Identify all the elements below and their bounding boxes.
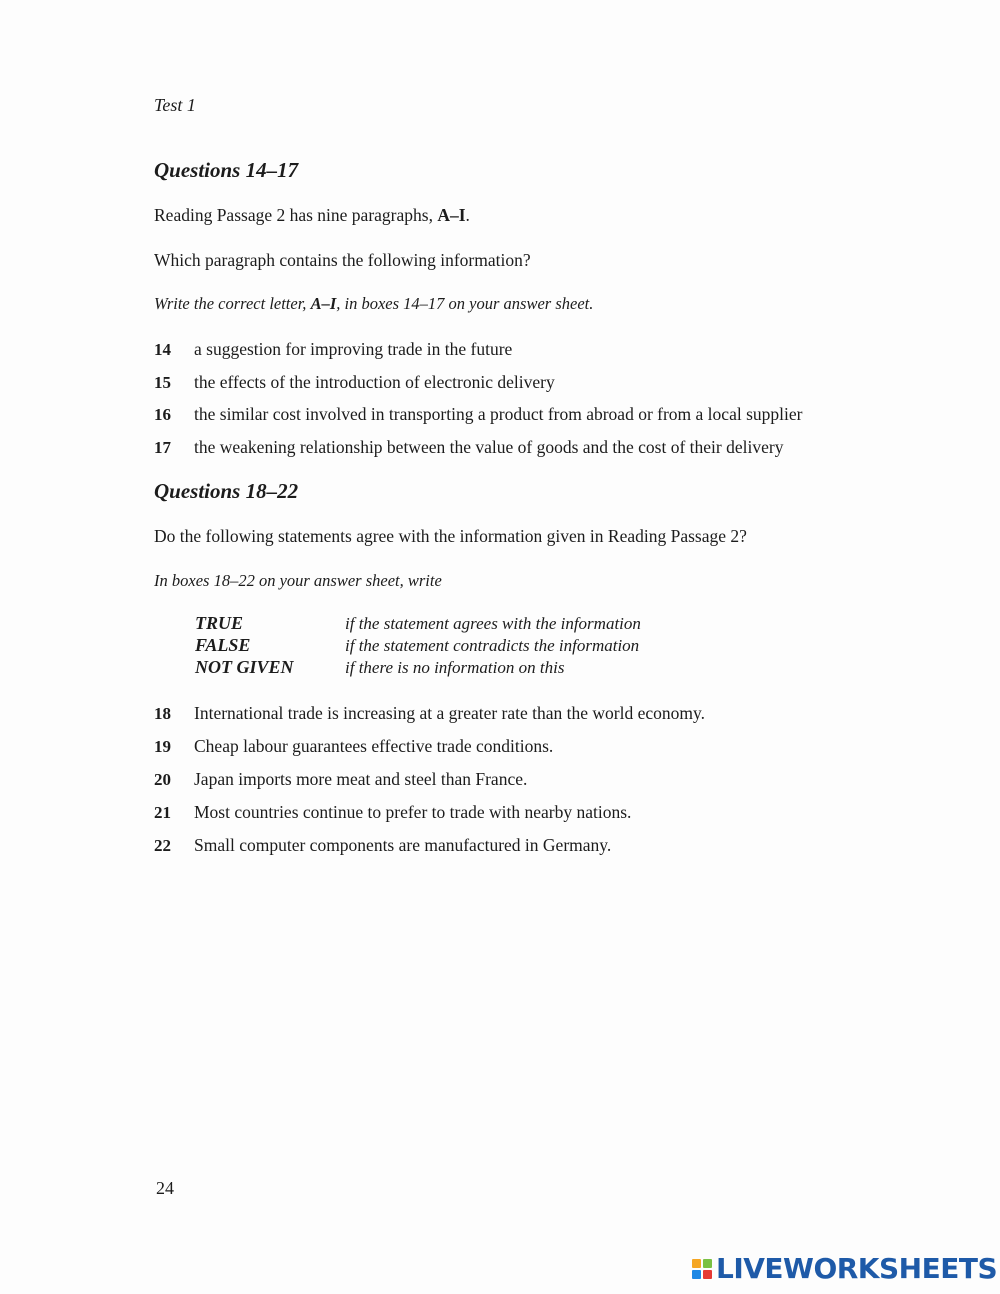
answer-key-definition: if the statement contradicts the information [345, 636, 640, 655]
answer-key-row [195, 657, 641, 679]
answer-key-row [195, 635, 641, 657]
question-number: 21 [154, 803, 171, 822]
question-number: 19 [154, 737, 171, 756]
question-text: Small computer components are manufactured in Germany. [194, 835, 612, 855]
question-text: Cheap labour guarantees effective trade conditions. [194, 736, 554, 756]
question-item [154, 769, 527, 790]
answer-key-term: TRUE [195, 613, 244, 633]
question-text: a suggestion for improving trade in the future [194, 339, 513, 359]
question-item [154, 372, 555, 393]
question-text: the effects of the introduction of electronic delivery [194, 372, 555, 392]
question-text: Japan imports more meat and steel than France. [194, 769, 528, 789]
running-head: Test 1 [154, 95, 196, 115]
answer-key-definition: if there is no information on this [345, 658, 565, 677]
page-number: 24 [156, 1178, 174, 1198]
logo-text: LIVEWORKSHEETS [716, 1252, 998, 1285]
question-number: 15 [154, 373, 171, 392]
answer-key [195, 613, 641, 679]
section2-instruction: In boxes 18–22 on your answer sheet, write [154, 571, 442, 590]
question-item [154, 736, 553, 757]
question-item [154, 339, 512, 360]
question-text: International trade is increasing at a greater rate than the world economy. [194, 703, 706, 723]
question-number: 18 [154, 704, 171, 723]
liveworksheets-logo [692, 1252, 998, 1285]
answer-key-term: FALSE [195, 635, 251, 655]
section-heading-14-17: Questions 14–17 [154, 158, 299, 182]
answer-key-term: NOT GIVEN [195, 657, 294, 677]
question-text: Most countries continue to prefer to trade with nearby nations. [194, 802, 632, 822]
section1-question: Which paragraph contains the following information? [154, 250, 531, 270]
answer-key-row [195, 613, 641, 635]
question-item [154, 835, 611, 856]
question-item [154, 404, 802, 425]
question-item [154, 703, 705, 724]
section2-question: Do the following statements agree with the information given in Reading Passage 2? [154, 526, 747, 546]
question-number: 20 [154, 770, 171, 789]
question-text: the weakening relationship between the value of goods and the cost of their delivery [194, 437, 784, 457]
liveworksheets-mark-icon [692, 1259, 712, 1279]
question-item [154, 437, 783, 458]
section1-instruction: Write the correct letter, A–I, in boxes 14–17 on your answer sheet. [154, 294, 594, 313]
section-heading-18-22: Questions 18–22 [154, 479, 299, 503]
question-number: 22 [154, 836, 171, 855]
answer-key-definition: if the statement agrees with the information [345, 614, 641, 633]
question-number: 16 [154, 405, 171, 424]
question-number: 14 [154, 340, 171, 359]
question-text: the similar cost involved in transporting a product from abroad or from a local supplier [194, 404, 803, 424]
section1-intro: Reading Passage 2 has nine paragraphs, A–I. [154, 205, 470, 225]
question-number: 17 [154, 438, 171, 457]
question-item [154, 802, 631, 823]
